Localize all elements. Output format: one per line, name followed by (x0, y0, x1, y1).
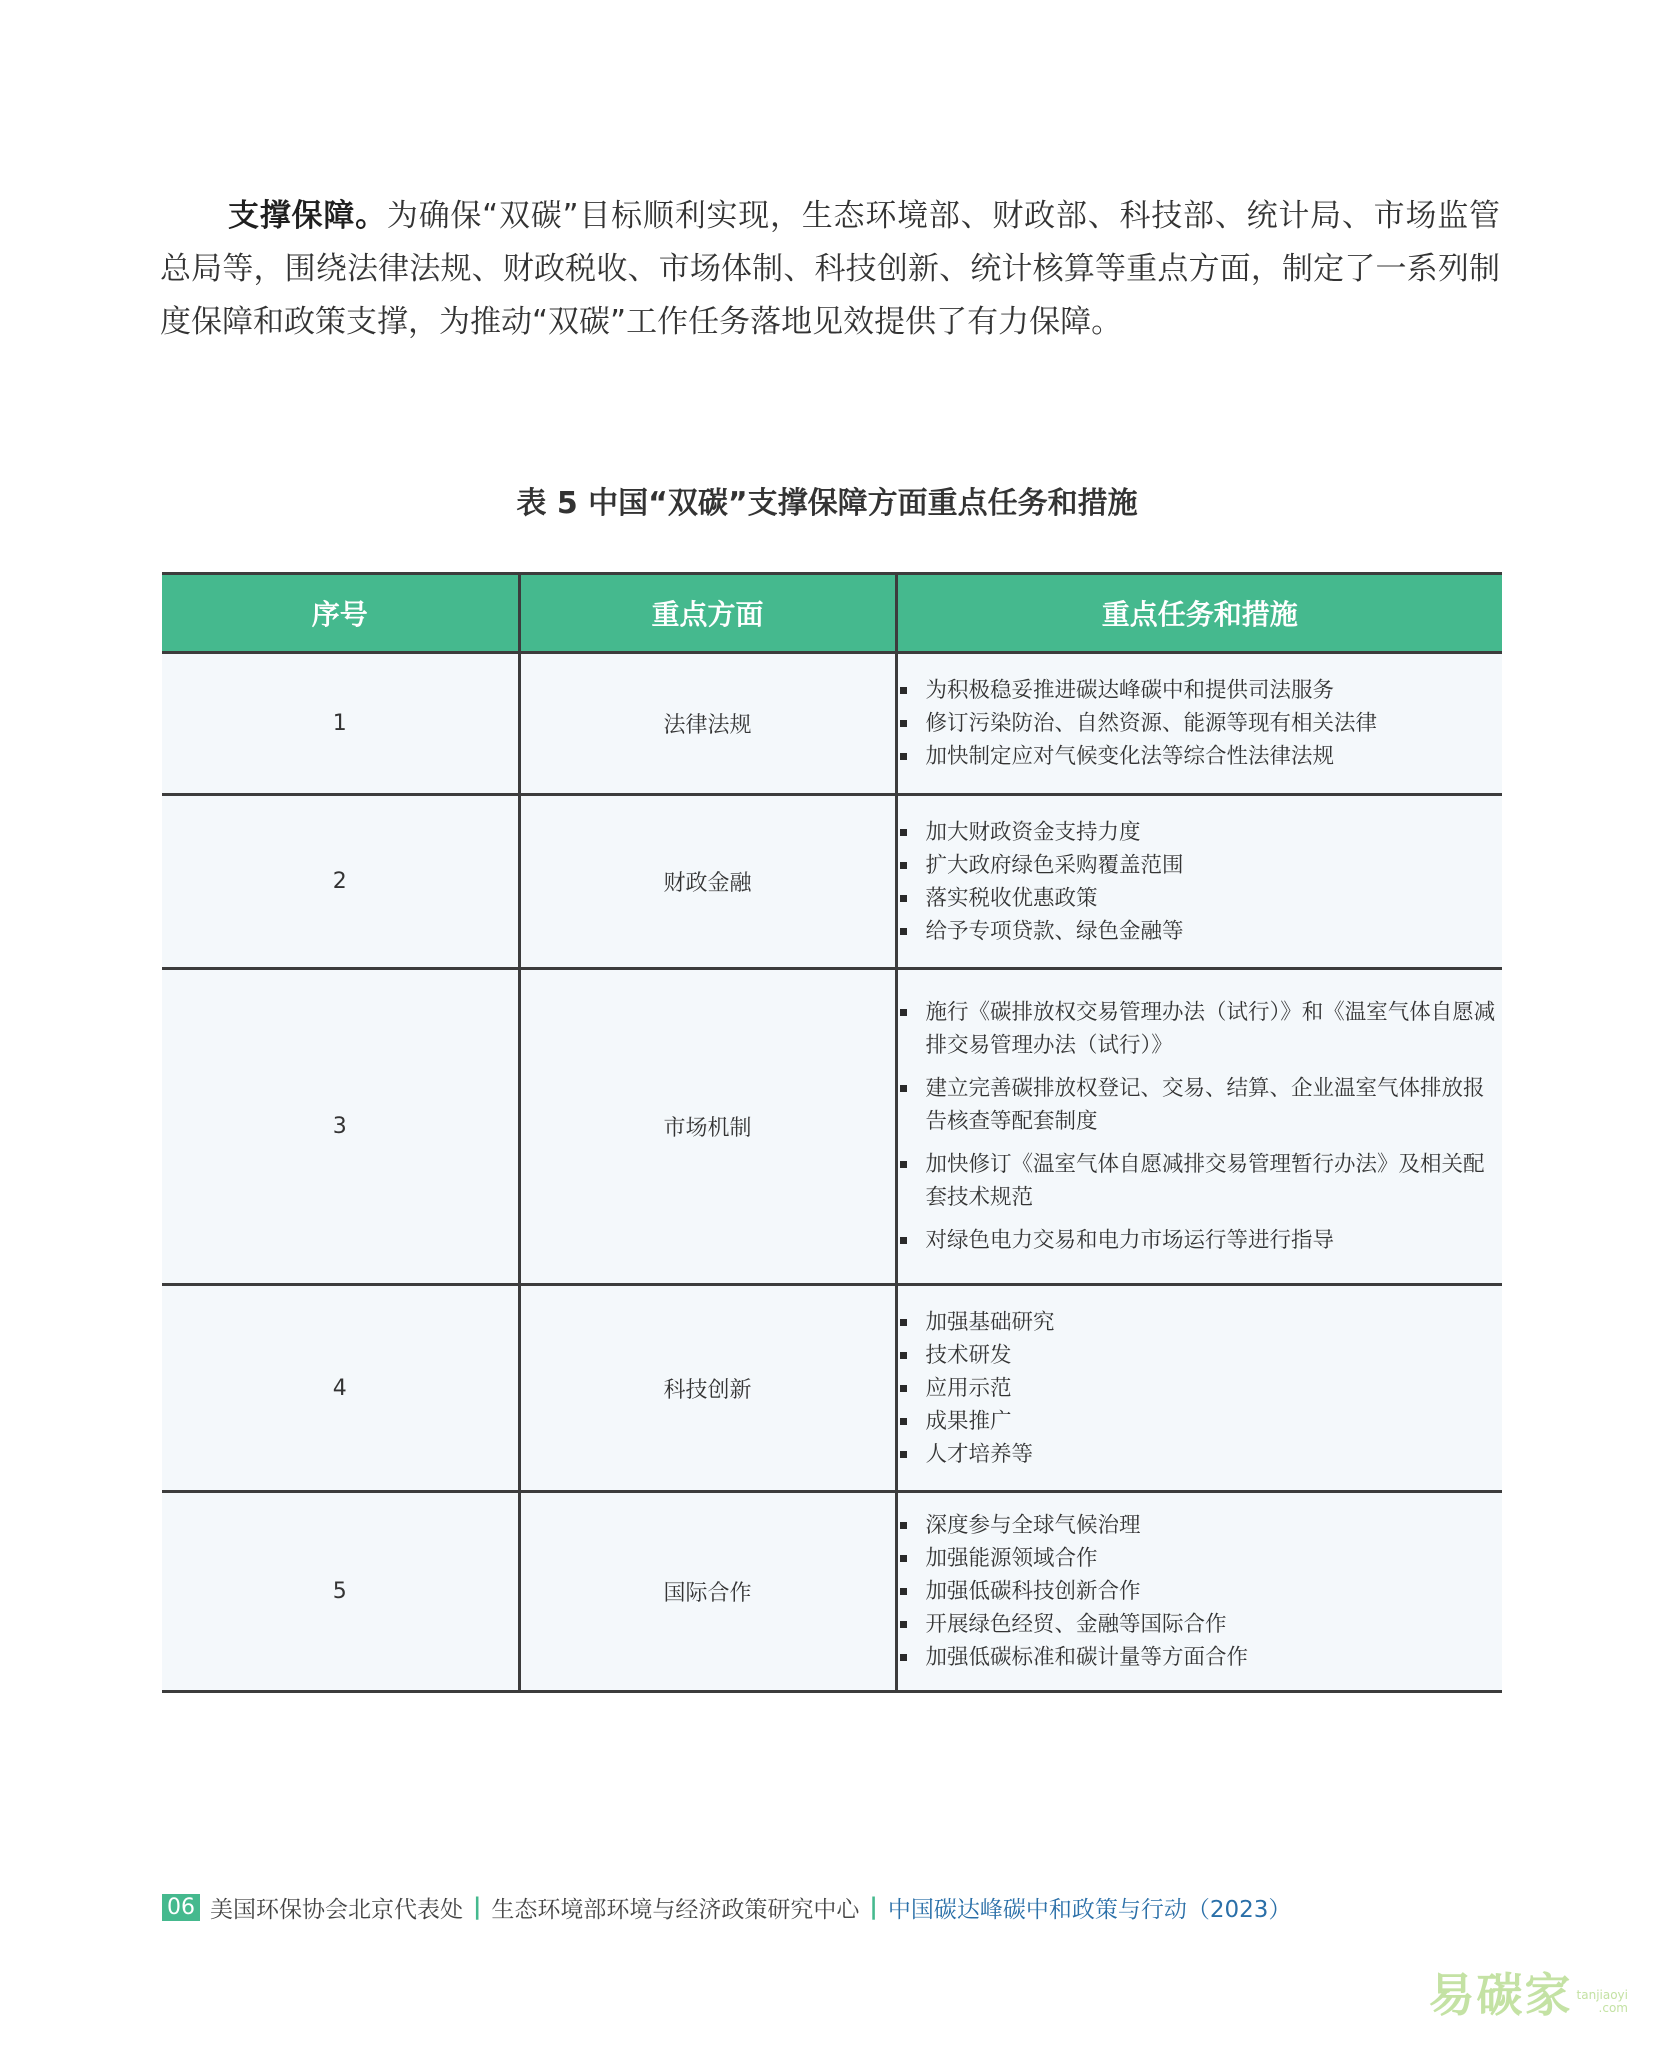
task-item: 加强低碳科技创新合作 (898, 1575, 1503, 1608)
watermark-domain-line2: .com (1598, 2001, 1628, 2015)
table-caption: 表 5 中国“双碳”支撑保障方面重点任务和措施 (516, 486, 1138, 521)
watermark-logo (1429, 1959, 1628, 2025)
header-aspect: 重点方面 (519, 574, 896, 653)
table-row (162, 653, 1502, 795)
row-tasks (896, 1285, 1502, 1492)
watermark-brand: 易碳家 (1428, 1968, 1573, 2022)
row-aspect: 财政金融 (519, 795, 896, 969)
paragraph-lead: 支撑保障。 (228, 198, 387, 234)
task-list (898, 1509, 1503, 1674)
paragraph-text: 为确保“双碳”目标顺利实现，生态环境部、财政部、科技部、统计局、市场监管总局等，围绕法律法规、财政税收、市场体制、科技创新、统计核算等重点方面，制定了一系列制度保障和政策支撑，为推动“双碳”工作任务落地见效提供了有力保障。 (160, 198, 1500, 340)
measures-table (162, 572, 1502, 1693)
task-item: 落实税收优惠政策 (898, 882, 1503, 915)
table-row (162, 1285, 1502, 1492)
task-item: 技术研发 (898, 1339, 1503, 1372)
task-item: 加快制定应对气候变化法等综合性法律法规 (898, 740, 1503, 773)
table-row (162, 795, 1502, 969)
task-item: 加大财政资金支持力度 (898, 816, 1503, 849)
header-index: 序号 (162, 574, 519, 653)
task-item: 应用示范 (898, 1372, 1503, 1405)
task-list (898, 1306, 1503, 1471)
intro-paragraph (160, 190, 1500, 349)
task-list (898, 996, 1503, 1257)
row-tasks (896, 795, 1502, 969)
footer-org2: 生态环境部环境与经济政策研究中心 (491, 1896, 860, 1923)
task-item: 深度参与全球气候治理 (898, 1509, 1503, 1542)
row-tasks (896, 969, 1502, 1285)
footer-report-title: 中国碳达峰碳中和政策与行动（2023） (887, 1896, 1292, 1923)
task-item: 加强基础研究 (898, 1306, 1503, 1339)
task-item: 为积极稳妥推进碳达峰碳中和提供司法服务 (898, 674, 1503, 707)
task-list (898, 816, 1503, 948)
table-header-row (162, 574, 1502, 653)
page-number: 06 (162, 1894, 200, 1921)
task-item: 对绿色电力交易和电力市场运行等进行指导 (898, 1224, 1503, 1257)
row-number: 5 (162, 1492, 519, 1692)
row-aspect: 法律法规 (519, 653, 896, 795)
watermark-domain-line1: tanjiaoyi (1576, 1988, 1628, 2002)
row-aspect: 国际合作 (519, 1492, 896, 1692)
footer-separator: | (473, 1894, 482, 1920)
row-number: 4 (162, 1285, 519, 1492)
row-number: 2 (162, 795, 519, 969)
row-tasks (896, 1492, 1502, 1692)
task-item: 人才培养等 (898, 1438, 1503, 1471)
task-item: 修订污染防治、自然资源、能源等现有相关法律 (898, 707, 1503, 740)
task-item: 扩大政府绿色采购覆盖范围 (898, 849, 1503, 882)
page-footer (162, 1891, 1291, 1923)
row-number: 3 (162, 969, 519, 1285)
task-item: 建立完善碳排放权登记、交易、结算、企业温室气体排放报告核查等配套制度 (898, 1072, 1503, 1138)
footer-separator: | (869, 1894, 878, 1920)
task-list (898, 674, 1503, 773)
row-aspect: 市场机制 (519, 969, 896, 1285)
row-aspect: 科技创新 (519, 1285, 896, 1492)
task-item: 加快修订《温室气体自愿减排交易管理暂行办法》及相关配套技术规范 (898, 1148, 1503, 1214)
row-tasks (896, 653, 1502, 795)
watermark-domain (1577, 1989, 1628, 2015)
task-item: 加强低碳标准和碳计量等方面合作 (898, 1641, 1503, 1674)
task-item: 开展绿色经贸、金融等国际合作 (898, 1608, 1503, 1641)
task-item: 加强能源领域合作 (898, 1542, 1503, 1575)
table-row (162, 1492, 1502, 1692)
table-row (162, 969, 1502, 1285)
header-tasks: 重点任务和措施 (896, 574, 1502, 653)
task-item: 给予专项贷款、绿色金融等 (898, 915, 1503, 948)
task-item: 成果推广 (898, 1405, 1503, 1438)
footer-org1: 美国环保协会北京代表处 (210, 1896, 463, 1923)
task-item: 施行《碳排放权交易管理办法（试行）》和《温室气体自愿减排交易管理办法（试行）》 (898, 996, 1503, 1062)
row-number: 1 (162, 653, 519, 795)
